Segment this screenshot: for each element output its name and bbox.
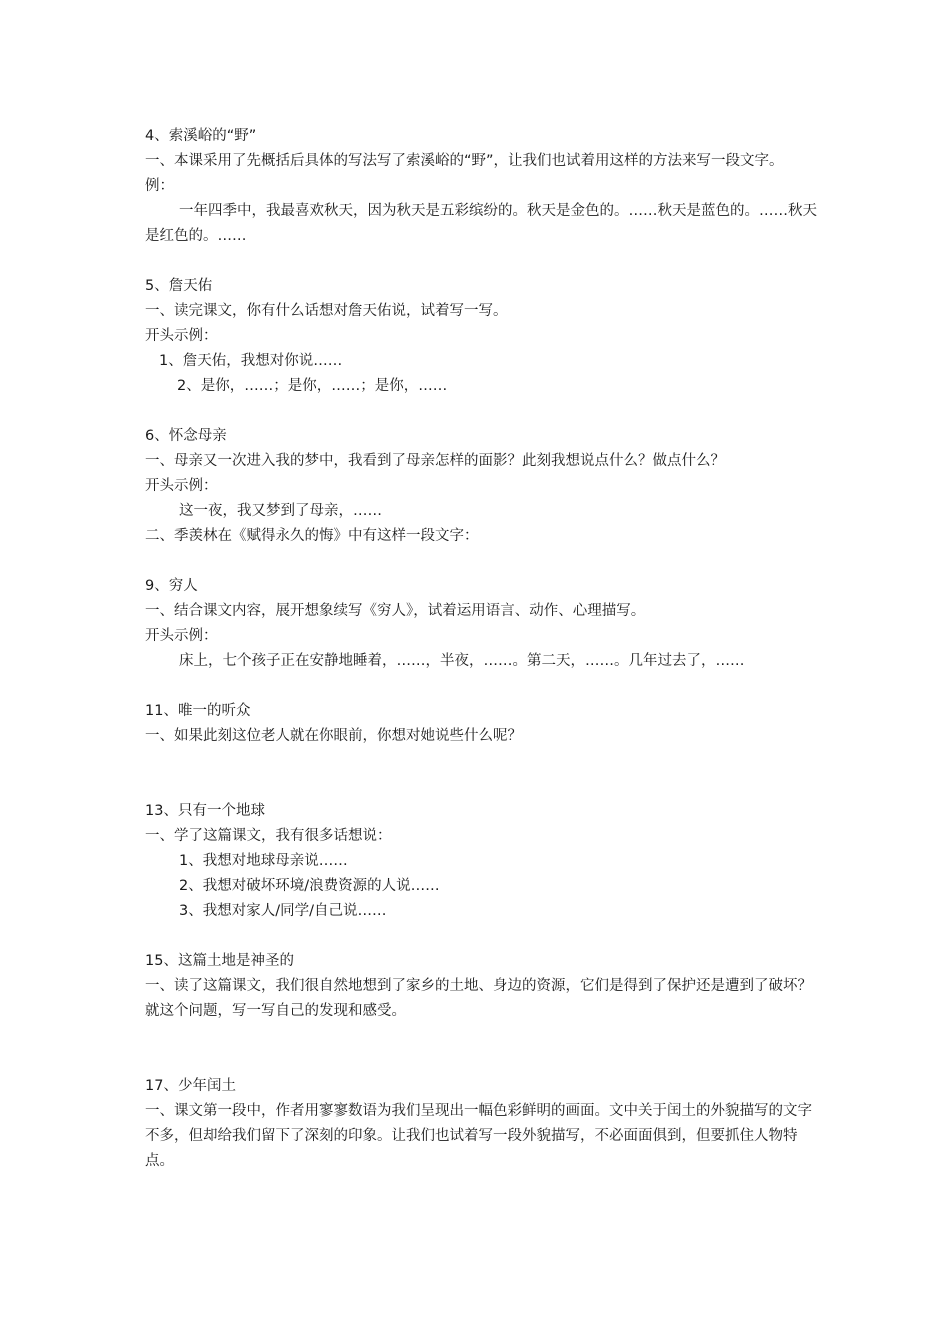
list-item: 1、詹天佑，我想对你说…… <box>159 353 343 369</box>
question-1: 一、课文第一段中，作者用寥寥数语为我们呈现出一幅色彩鲜明的画面。文中关于闰土的外貌描写的文字不多，但却给我们留下了深刻的印象。让我们也试着写一段外貌描写，不必面面俱到，但要抓住人物特点。 <box>145 1103 812 1169</box>
section-title: 9、穷人 <box>145 578 198 594</box>
section-9 <box>145 574 825 674</box>
section-title: 5、詹天佑 <box>145 278 213 294</box>
list-item: 2、我想对破坏环境/浪费资源的人说…… <box>179 878 440 894</box>
section-5 <box>145 274 825 399</box>
list-item: 3、我想对家人/同学/自己说…… <box>179 903 387 919</box>
section-4 <box>145 124 825 249</box>
section-15 <box>145 949 825 1024</box>
question-1: 一、本课采用了先概括后具体的写法写了索溪峪的“野”，让我们也试着用这样的方法来写一段文字。 <box>145 153 784 169</box>
question-1: 一、读了这篇课文，我们很自然地想到了家乡的土地、身边的资源，它们是得到了保护还是遭到了破坏？就这个问题，写一写自己的发现和感受。 <box>145 978 812 1019</box>
question-1: 一、结合课文内容，展开想象续写《穷人》，试着运用语言、动作、心理描写。 <box>145 603 646 619</box>
section-title: 13、只有一个地球 <box>145 803 265 819</box>
section-17 <box>145 1074 825 1174</box>
question-1: 一、母亲又一次进入我的梦中，我看到了母亲怎样的面影？此刻我想说点什么？做点什么？ <box>145 453 725 469</box>
question-1: 一、读完课文，你有什么话想对詹天佑说，试着写一写。 <box>145 303 508 319</box>
document-content <box>145 124 825 1174</box>
section-6 <box>145 424 825 549</box>
section-11 <box>145 699 825 749</box>
question-1: 一、如果此刻这位老人就在你眼前，你想对她说些什么呢？ <box>145 728 522 744</box>
section-title: 4、索溪峪的“野” <box>145 128 257 144</box>
question-1: 一、学了这篇课文，我有很多话想说： <box>145 828 392 844</box>
example-text: 这一夜，我又梦到了母亲，…… <box>179 503 382 519</box>
section-title: 15、这篇土地是神圣的 <box>145 953 294 969</box>
section-title: 6、怀念母亲 <box>145 428 227 444</box>
example-label: 例： <box>145 178 174 194</box>
question-2: 二、季羡林在《赋得永久的悔》中有这样一段文字： <box>145 528 479 544</box>
section-13 <box>145 799 825 924</box>
opening-example-label: 开头示例： <box>145 478 218 494</box>
section-title: 17、少年闰土 <box>145 1078 236 1094</box>
section-title: 11、唯一的听众 <box>145 703 251 719</box>
example-text: 床上，七个孩子正在安静地睡着，……，半夜，……。第二天，……。几年过去了，…… <box>179 653 745 669</box>
opening-example-label: 开头示例： <box>145 328 218 344</box>
list-item: 2、是你，……；是你，……；是你，…… <box>177 378 448 394</box>
opening-example-label: 开头示例： <box>145 628 218 644</box>
list-item: 1、我想对地球母亲说…… <box>179 853 348 869</box>
example-text: 一年四季中，我最喜欢秋天，因为秋天是五彩缤纷的。秋天是金色的。……秋天是蓝色的。……秋天是红色的。…… <box>145 203 817 244</box>
